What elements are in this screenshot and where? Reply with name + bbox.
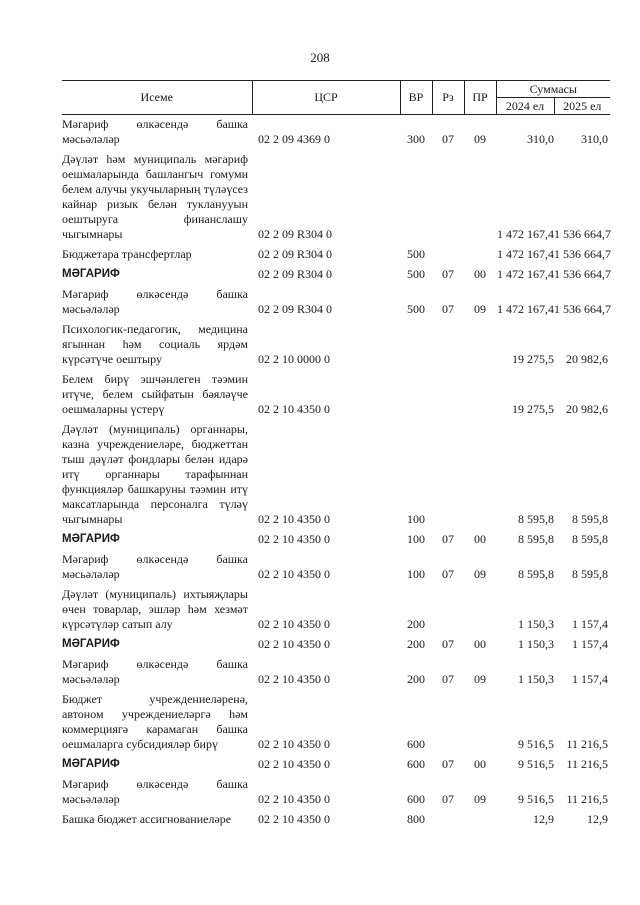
row-amount-2024: 1 472 167,4 (497, 302, 554, 316)
row-pr (464, 690, 496, 755)
row-name: МӘГАРИФ (62, 638, 120, 650)
row-amount-2025: 12,9 (587, 812, 608, 826)
row-csr: 02 2 10 4350 0 (258, 512, 330, 526)
row-csr: 02 2 09 R304 0 (258, 302, 333, 316)
header-csr: ЦСР (252, 81, 400, 115)
row-amount-2025: 8 595,8 (572, 512, 608, 526)
row-amount-2024: 310,0 (527, 132, 554, 146)
row-amount-2025: 1 157,4 (572, 637, 608, 651)
row-name: Дәүләт (муниципаль) органнары, казна учреждениеләре, бюджеттан тыш дәүләт фондлары белән идарә итү органнары тарафыннан функцияләр башкаруны тәэмин итү максатларында персоналга түләү чыгымнары (62, 422, 248, 526)
table-row (62, 370, 610, 420)
row-amount-2025: 11 216,5 (566, 737, 608, 751)
row-pr (464, 370, 496, 420)
table-row (62, 755, 610, 775)
row-vr (400, 370, 432, 420)
row-amount-2024: 9 516,5 (518, 792, 554, 806)
row-rz: 07 (442, 132, 454, 146)
row-pr: 00 (474, 267, 486, 281)
row-amount-2024: 12,9 (533, 812, 554, 826)
row-csr: 02 2 09 R304 0 (258, 227, 333, 241)
row-vr: 100 (407, 567, 425, 581)
row-rz: 07 (442, 757, 454, 771)
row-amount-2025: 11 216,5 (566, 792, 608, 806)
row-csr: 02 2 09 R304 0 (258, 267, 333, 281)
row-amount-2025: 1 157,4 (572, 672, 608, 686)
row-csr: 02 2 10 4350 0 (258, 812, 330, 826)
row-csr: 02 2 10 4350 0 (258, 567, 330, 581)
row-name: Башка бюджет ассигнованиеләре (62, 812, 232, 826)
row-name: Бюджетара трансфертлар (62, 247, 192, 261)
row-name: МӘГАРИФ (62, 268, 120, 280)
table-row (62, 245, 610, 265)
row-name: Дәүләт (муниципаль) ихтыяҗлары өчен товарлар, эшләр һәм хезмәт күрсәтүләр сатып алу (62, 587, 248, 631)
row-pr: 09 (474, 792, 486, 806)
row-pr: 09 (474, 302, 486, 316)
row-vr: 100 (407, 512, 425, 526)
row-pr (464, 245, 496, 265)
row-amount-2025: 1 157,4 (572, 617, 608, 631)
row-amount-2024: 1 472 167,4 (497, 247, 554, 261)
row-pr: 09 (474, 567, 486, 581)
row-rz: 07 (442, 302, 454, 316)
row-vr: 500 (407, 302, 425, 316)
row-name: Мәгариф өлкәсендә башка мәсьәләләр (62, 287, 248, 316)
row-csr: 02 2 10 4350 0 (258, 617, 330, 631)
row-csr: 02 2 10 4350 0 (258, 737, 330, 751)
row-csr: 02 2 10 4350 0 (258, 757, 330, 771)
row-pr: 09 (474, 672, 486, 686)
row-name: Мәгариф өлкәсендә башка мәсьәләләр (62, 552, 248, 581)
row-rz: 07 (442, 567, 454, 581)
row-csr: 02 2 10 4350 0 (258, 402, 330, 416)
row-amount-2024: 9 516,5 (518, 737, 554, 751)
row-amount-2025: 1 536 664,7 (554, 302, 611, 316)
table-row (62, 690, 610, 755)
row-csr: 02 2 10 4350 0 (258, 672, 330, 686)
row-name: Мәгариф өлкәсендә башка мәсьәләләр (62, 777, 248, 806)
row-name: МӘГАРИФ (62, 533, 120, 545)
row-amount-2024: 1 150,3 (518, 672, 554, 686)
row-vr: 600 (407, 792, 425, 806)
row-amount-2025: 1 536 664,7 (554, 227, 611, 241)
row-amount-2025: 20 982,6 (566, 402, 608, 416)
row-rz: 07 (442, 672, 454, 686)
row-amount-2025: 310,0 (581, 132, 608, 146)
row-vr: 200 (407, 672, 425, 686)
row-rz: 07 (442, 637, 454, 651)
row-name: Психологик-педагогик, медицина ягыннан һәм социаль ярдәм күрсәтүче оештыру (62, 322, 248, 366)
row-vr: 500 (407, 267, 425, 281)
header-year-2025: 2025 ел (554, 98, 610, 115)
row-vr: 100 (407, 532, 425, 546)
row-amount-2024: 8 595,8 (518, 567, 554, 581)
row-vr: 500 (407, 247, 425, 261)
row-rz (432, 370, 464, 420)
row-pr (464, 150, 496, 245)
table-row (62, 115, 610, 151)
table-row (62, 585, 610, 635)
row-amount-2025: 11 216,5 (566, 757, 608, 771)
row-rz (432, 420, 464, 530)
table-header (62, 81, 610, 115)
table-row (62, 655, 610, 690)
row-pr: 00 (474, 532, 486, 546)
row-amount-2024: 1 472 167,4 (497, 227, 554, 241)
row-pr: 00 (474, 757, 486, 771)
row-csr: 02 2 09 4369 0 (258, 132, 330, 146)
row-name: Мәгариф өлкәсендә башка мәсьәләләр (62, 117, 248, 146)
row-amount-2024: 1 150,3 (518, 617, 554, 631)
row-vr: 200 (407, 637, 425, 651)
row-amount-2024: 9 516,5 (518, 757, 554, 771)
row-vr: 600 (407, 757, 425, 771)
row-rz (432, 810, 464, 830)
row-pr: 00 (474, 637, 486, 651)
row-amount-2024: 8 595,8 (518, 512, 554, 526)
header-name: Исеме (62, 81, 252, 115)
table-row (62, 775, 610, 810)
row-csr: 02 2 09 R304 0 (258, 247, 333, 261)
table-row (62, 550, 610, 585)
row-amount-2024: 1 472 167,4 (497, 267, 554, 281)
row-rz: 07 (442, 267, 454, 281)
budget-table (62, 80, 610, 830)
header-rz: Рз (432, 81, 464, 115)
table-row (62, 530, 610, 550)
table-row (62, 320, 610, 370)
row-vr: 200 (407, 617, 425, 631)
table-row (62, 420, 610, 530)
header-sums: Суммасы (496, 81, 610, 98)
row-vr: 600 (407, 737, 425, 751)
row-amount-2024: 19 275,5 (512, 402, 554, 416)
row-csr: 02 2 10 4350 0 (258, 637, 330, 651)
row-name: Мәгариф өлкәсендә башка мәсьәләләр (62, 657, 248, 686)
row-amount-2025: 1 536 664,7 (554, 267, 611, 281)
row-rz (432, 690, 464, 755)
row-name: Бюджет учреждениеләренә, автоном учреждениеләргә һәм коммерциягә карамаган башка оешмаларга субсидияләр бирү (62, 692, 248, 751)
row-pr (464, 320, 496, 370)
row-name: Белем бирү эшчәнлеген тәэмин итүче, белем сыйфатын бәяләүче оешмаларны үстерү (62, 372, 248, 416)
row-amount-2025: 20 982,6 (566, 352, 608, 366)
row-pr (464, 810, 496, 830)
table-row (62, 810, 610, 830)
row-rz (432, 150, 464, 245)
row-pr: 09 (474, 132, 486, 146)
row-amount-2024: 19 275,5 (512, 352, 554, 366)
row-csr: 02 2 10 0000 0 (258, 352, 330, 366)
row-rz (432, 585, 464, 635)
row-amount-2025: 8 595,8 (572, 567, 608, 581)
row-name: МӘГАРИФ (62, 758, 120, 770)
row-vr: 800 (407, 812, 425, 826)
table-row (62, 150, 610, 245)
table-row (62, 265, 610, 285)
row-csr: 02 2 10 4350 0 (258, 532, 330, 546)
row-rz: 07 (442, 532, 454, 546)
page-number: 208 (310, 50, 330, 65)
row-rz: 07 (442, 792, 454, 806)
table-row (62, 635, 610, 655)
row-pr (464, 585, 496, 635)
row-rz (432, 245, 464, 265)
table-body (62, 115, 610, 831)
table-row (62, 285, 610, 320)
header-year-2024: 2024 ел (496, 98, 554, 115)
header-pr: ПР (464, 81, 496, 115)
row-vr (400, 320, 432, 370)
row-amount-2025: 1 536 664,7 (554, 247, 611, 261)
row-amount-2024: 1 150,3 (518, 637, 554, 651)
row-amount-2025: 8 595,8 (572, 532, 608, 546)
row-vr (400, 150, 432, 245)
row-amount-2024: 8 595,8 (518, 532, 554, 546)
row-vr: 300 (407, 132, 425, 146)
row-pr (464, 420, 496, 530)
header-vr: ВР (400, 81, 432, 115)
row-name: Дәүләт һәм муниципаль мәгариф оешмаларында башлангыч гомуми белем алучы укучыларның түләүсез кайнар ризык белән тукланууын оештыруга финанслашу чыгымнары (62, 152, 248, 241)
row-csr: 02 2 10 4350 0 (258, 792, 330, 806)
row-rz (432, 320, 464, 370)
